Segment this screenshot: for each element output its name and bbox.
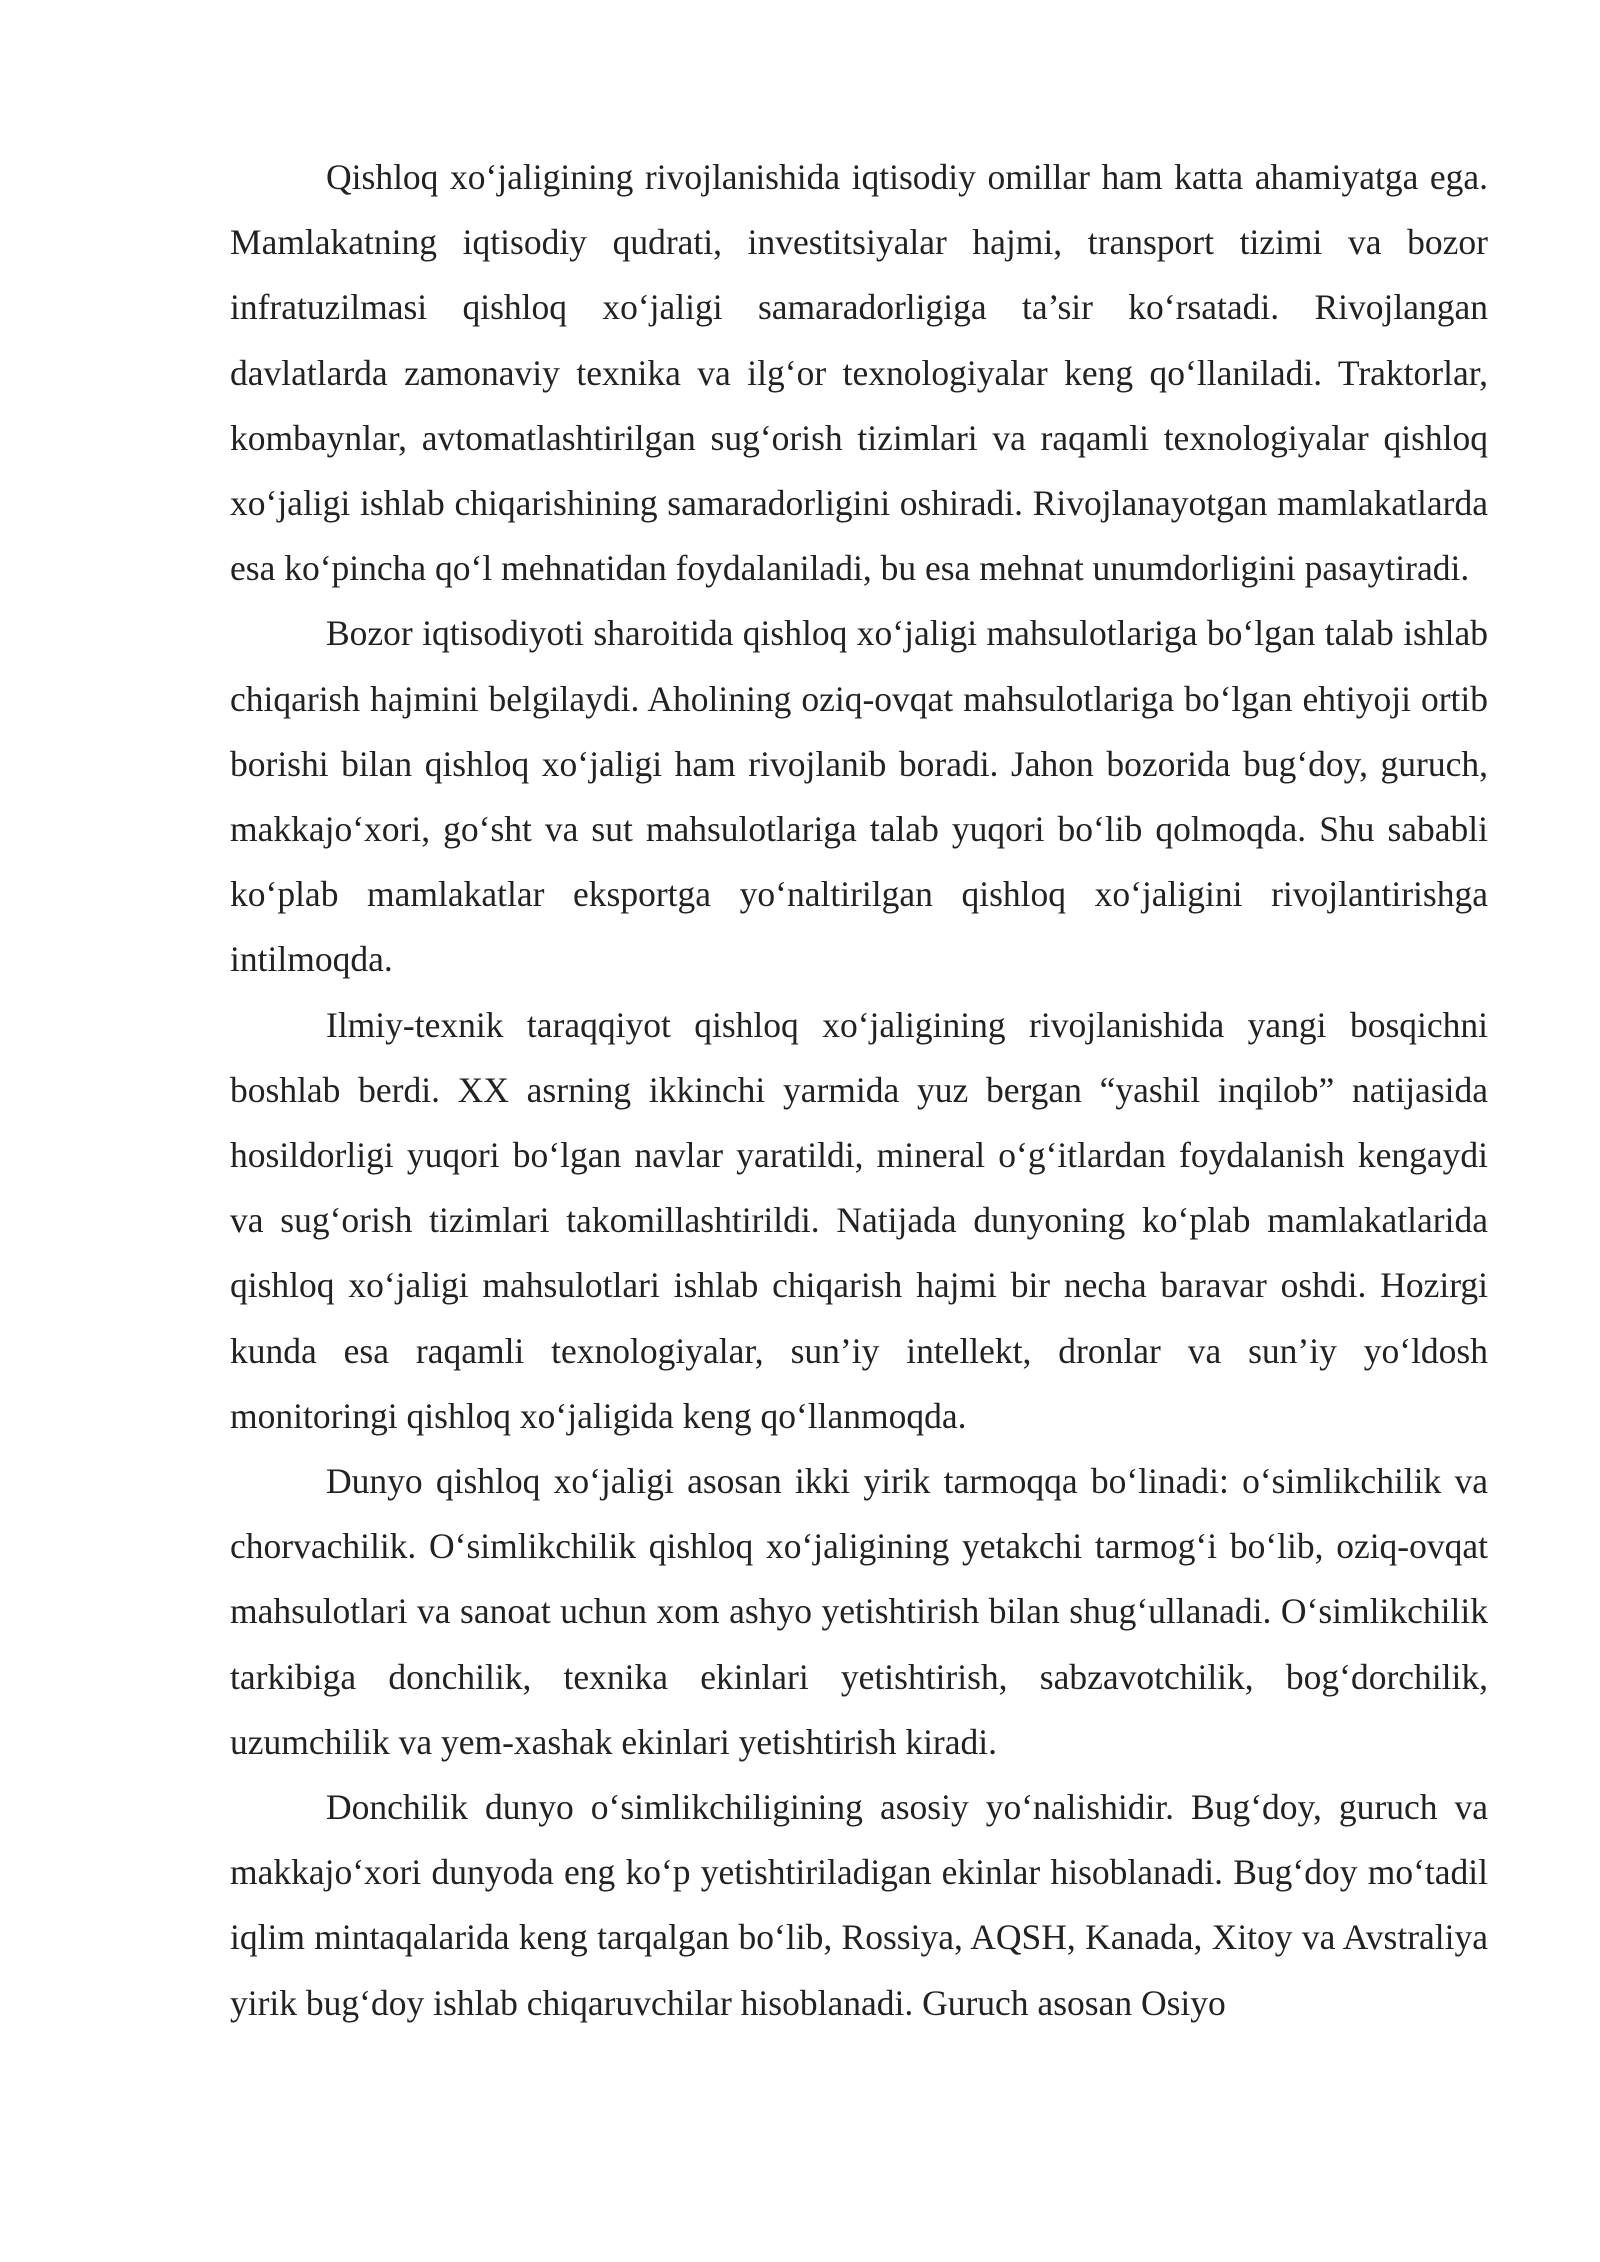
paragraph-economic-factors: Qishloq xo‘jaligining rivojlanishida iqtisodiy omillar ham katta ahamiyatga ega. Mamlakatning iqtisodiy qudrati, investitsiyalar hajmi, transport tizimi va bozor infratuzilmasi qishloq xo‘jaligi samaradorligiga ta’sir ko‘rsatadi. Rivojlangan davlatlarda zamonaviy texnika va ilg‘or texnologiyalar keng qo‘llaniladi. Traktorlar, kombaynlar, avtomatlashtirilgan sug‘orish tizimlari va raqamli texnologiyalar qishloq xo‘jaligi ishlab chiqarishining samaradorligini oshiradi. Rivojlanayotgan mamlakatlarda esa ko‘pincha qo‘l mehnatidan foydalaniladi, bu esa mehnat unumdorligini pasaytiradi. bbox=[230, 157, 1488, 589]
paragraph-grain-farming: Donchilik dunyo o‘simlikchiligining asosiy yo‘nalishidir. Bug‘doy, guruch va makkajo‘xori dunyoda eng ko‘p yetishtiriladigan ekinlar hisoblanadi. Bug‘doy mo‘tadil iqlim mintaqalarida keng tarqalgan bo‘lib, Rossiya, AQSH, Kanada, Xitoy va Avstraliya yirik bug‘doy ishlab chiqaruvchilar hisoblanadi. Guruch asosan Osiyo bbox=[230, 1787, 1488, 2023]
paragraph-market-economy: Bozor iqtisodiyoti sharoitida qishloq xo‘jaligi mahsulotlariga bo‘lgan talab ishlab chiqarish hajmini belgilaydi. Aholining oziq-ovqat mahsulotlariga bo‘lgan ehtiyoji ortib borishi bilan qishloq xo‘jaligi ham rivojlanib boradi. Jahon bozorida bug‘doy, guruch, makkajo‘xori, go‘sht va sut mahsulotlariga talab yuqori bo‘lib qolmoqda. Shu sababli ko‘plab mamlakatlar eksportga yo‘naltirilgan qishloq xo‘jaligini rivojlantirishga intilmoqda. bbox=[230, 613, 1488, 980]
document-body bbox=[230, 145, 1488, 2036]
paragraph-scientific-progress: Ilmiy-texnik taraqqiyot qishloq xo‘jaligining rivojlanishida yangi bosqichni boshlab berdi. XX asrning ikkinchi yarmida yuz bergan “yashil inqilob” natijasida hosildorligi yuqori bo‘lgan navlar yaratildi, mineral o‘g‘itlardan foydalanish kengaydi va sug‘orish tizimlari takomillashtirildi. Natijada dunyoning ko‘plab mamlakatlarida qishloq xo‘jaligi mahsulotlari ishlab chiqarish hajmi bir necha baravar oshdi. Hozirgi kunda esa raqamli texnologiyalar, sun’iy intellekt, dronlar va sun’iy yo‘ldosh monitoringi qishloq xo‘jaligida keng qo‘llanmoqda. bbox=[230, 1004, 1488, 1436]
paragraph-agriculture-branches: Dunyo qishloq xo‘jaligi asosan ikki yirik tarmoqqa bo‘linadi: o‘simlikchilik va chorvachilik. O‘simlikchilik qishloq xo‘jaligining yetakchi tarmog‘i bo‘lib, oziq-ovqat mahsulotlari va sanoat uchun xom ashyo yetishtirish bilan shug‘ullanadi. O‘simlikchilik tarkibiga donchilik, texnika ekinlari yetishtirish, sabzavotchilik, bog‘dorchilik, uzumchilik va yem-xashak ekinlari yetishtirish kiradi. bbox=[230, 1461, 1488, 1762]
